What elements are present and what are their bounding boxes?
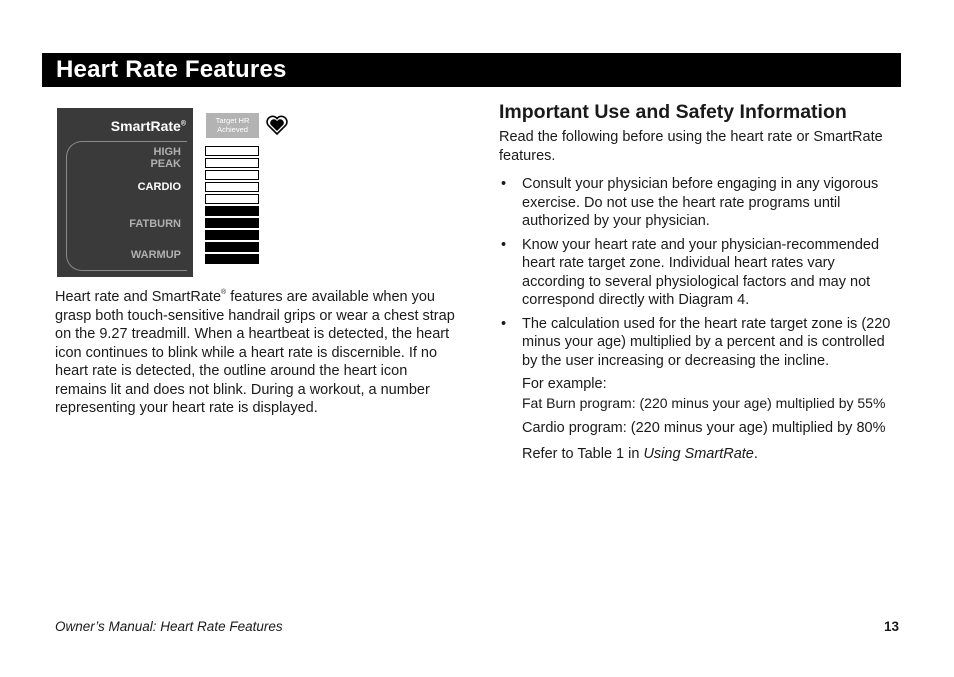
target-hr-label: Target HR Achieved	[206, 113, 259, 138]
title-bar	[42, 53, 901, 87]
heart-rate-bar	[205, 194, 259, 204]
example-fatburn: Fat Burn program: (220 minus your age) multiplied by 55%	[522, 394, 886, 411]
section-heading: Important Use and Safety Information	[499, 101, 847, 123]
zone-cardio: CARDIO	[137, 181, 181, 193]
refer-note: Refer to Table 1 in Using SmartRate.	[522, 445, 758, 462]
zone-high: HIGH	[153, 146, 181, 158]
list-item: • Know your heart rate and your physician-recommended heart rate target zone. Individual heart rates vary according to several physiological factors and may not correspond directly with Diagram 4.	[501, 236, 880, 308]
zone-fatburn: FATBURN	[129, 218, 181, 230]
heart-rate-bar	[205, 230, 259, 240]
zone-warmup: WARMUP	[130, 249, 181, 261]
heart-icon	[265, 113, 289, 137]
safety-list	[499, 175, 901, 370]
list-item: • Consult your physician before engaging in any vigorous exercise. Do not use the heart rate programs until authorized by your physician.	[501, 176, 879, 229]
safety-section	[499, 100, 901, 463]
heart-rate-bar	[205, 218, 259, 228]
footer-title: Owner’s Manual: Heart Rate Features	[55, 619, 283, 634]
section-intro: Read the following before using the heart rate or SmartRate features.	[499, 129, 883, 164]
example-block	[522, 375, 901, 463]
heart-rate-bar	[205, 182, 259, 192]
example-cardio: Cardio program: (220 minus your age) multiplied by 80%	[522, 420, 886, 436]
heart-rate-bar	[205, 146, 259, 156]
heart-rate-bar	[205, 170, 259, 180]
heart-rate-bar	[205, 158, 259, 168]
heart-rate-bars	[205, 146, 259, 266]
intro-paragraph: Heart rate and SmartRate® features are available when you grasp both touch-sensitive handrail grips or wear a chest strap on the 9.27 treadmill. When a heartbeat is detected, the heart icon continues to blink while a heart rate is discernible. If no heart rate is detected, the outline around the heart icon remains lit and does not blink. During a workout, a number representing your heart rate is displayed.	[55, 289, 455, 416]
heart-rate-bar	[205, 242, 259, 252]
heart-rate-bar	[205, 254, 259, 264]
list-item: • The calculation used for the heart rate target zone is (220 minus your age) multiplied by a percent and is controlled by the user increasing or decreasing the incline.	[501, 315, 891, 369]
heart-rate-bar	[205, 206, 259, 216]
page-number: 13	[883, 619, 899, 634]
example-label: For example:	[522, 376, 607, 392]
smartrate-brand: SmartRate®	[110, 118, 186, 134]
page-title: Heart Rate Features	[56, 56, 287, 83]
smartrate-panel	[57, 108, 193, 277]
zone-peak: PEAK	[150, 158, 181, 170]
